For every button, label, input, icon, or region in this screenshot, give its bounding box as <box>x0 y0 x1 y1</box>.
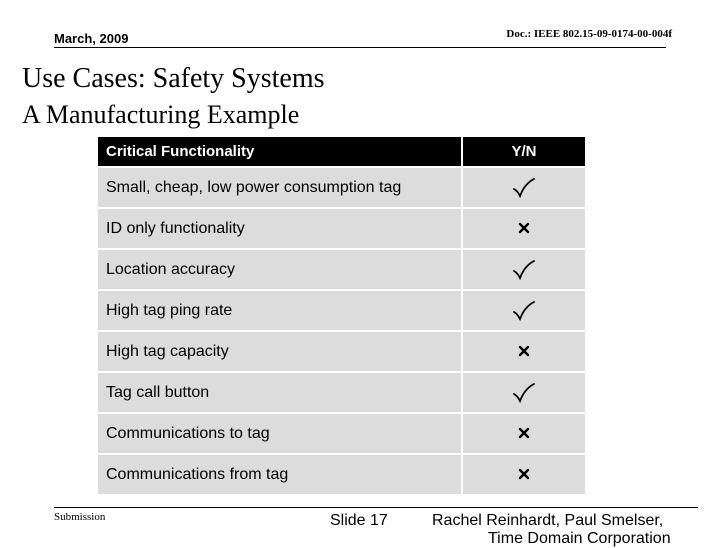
table-row <box>98 291 585 332</box>
functionality-label: Communications to tag <box>98 414 463 455</box>
yn-cell <box>463 414 585 455</box>
yn-cell <box>463 455 585 496</box>
table-row <box>98 168 585 209</box>
table-row <box>98 373 585 414</box>
functionality-label: High tag ping rate <box>98 291 463 332</box>
yn-cell <box>463 250 585 291</box>
cross-icon <box>517 344 531 358</box>
checkmark-icon <box>512 301 536 321</box>
yn-cell <box>463 168 585 209</box>
checkmark-icon <box>512 383 536 403</box>
header-divider <box>54 47 666 48</box>
footer-organization: Time Domain Corporation <box>488 530 671 547</box>
functionality-label: Tag call button <box>98 373 463 414</box>
yn-cell <box>463 332 585 373</box>
functionality-label: Communications from tag <box>98 455 463 496</box>
functionality-label: High tag capacity <box>98 332 463 373</box>
table-row <box>98 455 585 496</box>
header-doc-id: Doc.: IEEE 802.15-09-0174-00-004f <box>506 28 672 40</box>
footer-authors: Rachel Reinhardt, Paul Smelser, <box>432 512 664 529</box>
column-header-functionality: Critical Functionality <box>98 137 463 168</box>
table-row <box>98 414 585 455</box>
functionality-label: ID only functionality <box>98 209 463 250</box>
footer-divider <box>54 507 698 508</box>
table-row <box>98 332 585 373</box>
yn-cell <box>463 209 585 250</box>
header-date: March, 2009 <box>54 31 129 46</box>
column-header-yn: Y/N <box>463 137 585 168</box>
cross-icon <box>517 221 531 235</box>
cross-icon <box>517 426 531 440</box>
cross-icon <box>517 467 531 481</box>
slide-number: Slide 17 <box>330 512 388 529</box>
functionality-table <box>98 137 585 496</box>
table-header-row <box>98 137 585 168</box>
table-row <box>98 209 585 250</box>
functionality-label: Small, cheap, low power consumption tag <box>98 168 463 209</box>
slide-title: Use Cases: Safety Systems <box>22 63 325 94</box>
checkmark-icon <box>512 260 536 280</box>
yn-cell <box>463 373 585 414</box>
functionality-label: Location accuracy <box>98 250 463 291</box>
checkmark-icon <box>512 178 536 198</box>
slide-subtitle: A Manufacturing Example <box>22 100 300 129</box>
yn-cell <box>463 291 585 332</box>
footer-submission: Submission <box>54 511 106 523</box>
table-row <box>98 250 585 291</box>
